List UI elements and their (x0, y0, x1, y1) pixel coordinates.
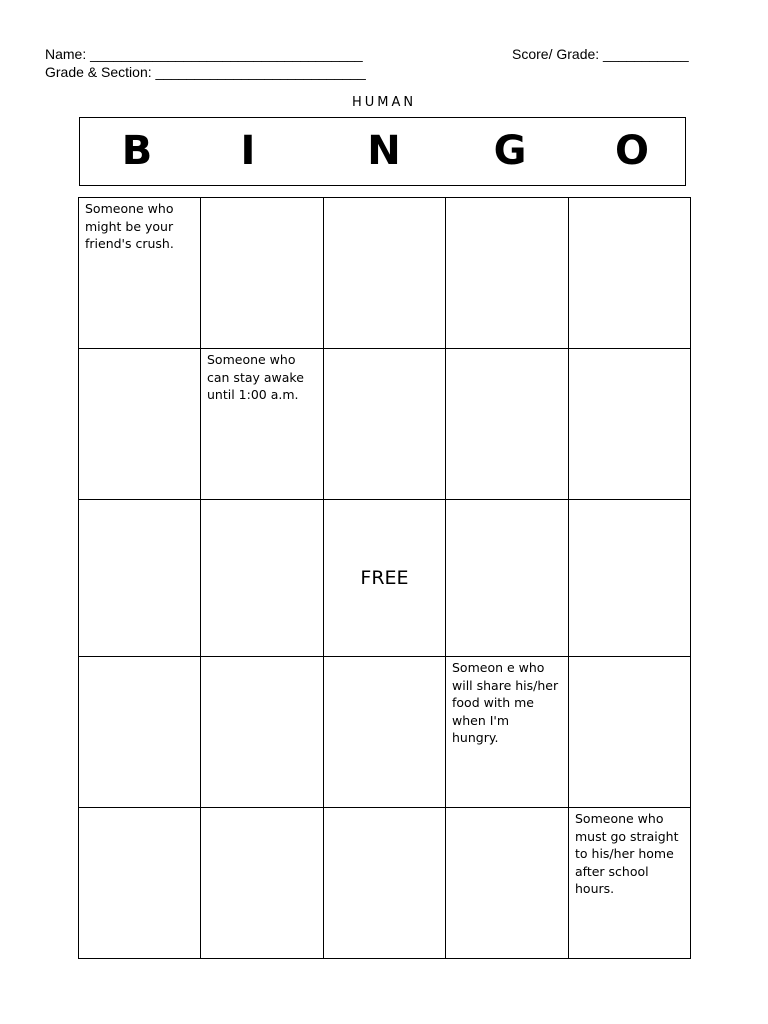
grid-cell (201, 657, 324, 808)
grid-cell (324, 198, 446, 349)
bingo-letter-g: G (493, 128, 527, 174)
grid-cell (569, 657, 691, 808)
grid-cell (446, 500, 569, 657)
bingo-title-box (79, 117, 686, 186)
grid-cell (79, 500, 201, 657)
grid-cell (569, 500, 691, 657)
grid-cell (79, 657, 201, 808)
grade-section-field-line: Grade & Section: ___________________________ (45, 64, 366, 80)
grid-row (79, 198, 691, 349)
name-field-line: Name: ___________________________________ (45, 46, 363, 62)
grid-row (79, 808, 691, 959)
grid-row (79, 500, 691, 657)
grid-cell (446, 349, 569, 500)
bingo-letter-b: B (121, 128, 153, 174)
free-space-label: FREE (360, 567, 409, 589)
grid-cell (201, 808, 324, 959)
grid-cell (446, 198, 569, 349)
grid-row (79, 657, 691, 808)
grid-cell (79, 808, 201, 959)
bingo-letter-n: N (367, 128, 401, 174)
grid-cell (79, 349, 201, 500)
grid-row (79, 349, 691, 500)
grid-cell (324, 808, 446, 959)
bingo-letter-o: O (614, 128, 650, 174)
human-subtitle: HUMAN (351, 95, 417, 110)
grid-cell (569, 349, 691, 500)
grid-cell (446, 808, 569, 959)
bingo-grid (78, 197, 691, 959)
grid-cell (324, 349, 446, 500)
grid-cell: Someone who must go straight to his/her home after school hours. (569, 808, 691, 959)
grid-cell: Someon e who will share his/her food with me when I'm hungry. (446, 657, 569, 808)
grid-cell (201, 198, 324, 349)
bingo-letter-i: I (240, 128, 256, 174)
free-space-cell (324, 500, 446, 657)
score-grade-field-line: Score/ Grade: ___________ (512, 46, 689, 62)
grid-cell: Someone who might be your friend's crush. (79, 198, 201, 349)
grid-cell (569, 198, 691, 349)
grid-cell (201, 500, 324, 657)
grid-cell: Someone who can stay awake until 1:00 a.m. (201, 349, 324, 500)
grid-cell (324, 657, 446, 808)
